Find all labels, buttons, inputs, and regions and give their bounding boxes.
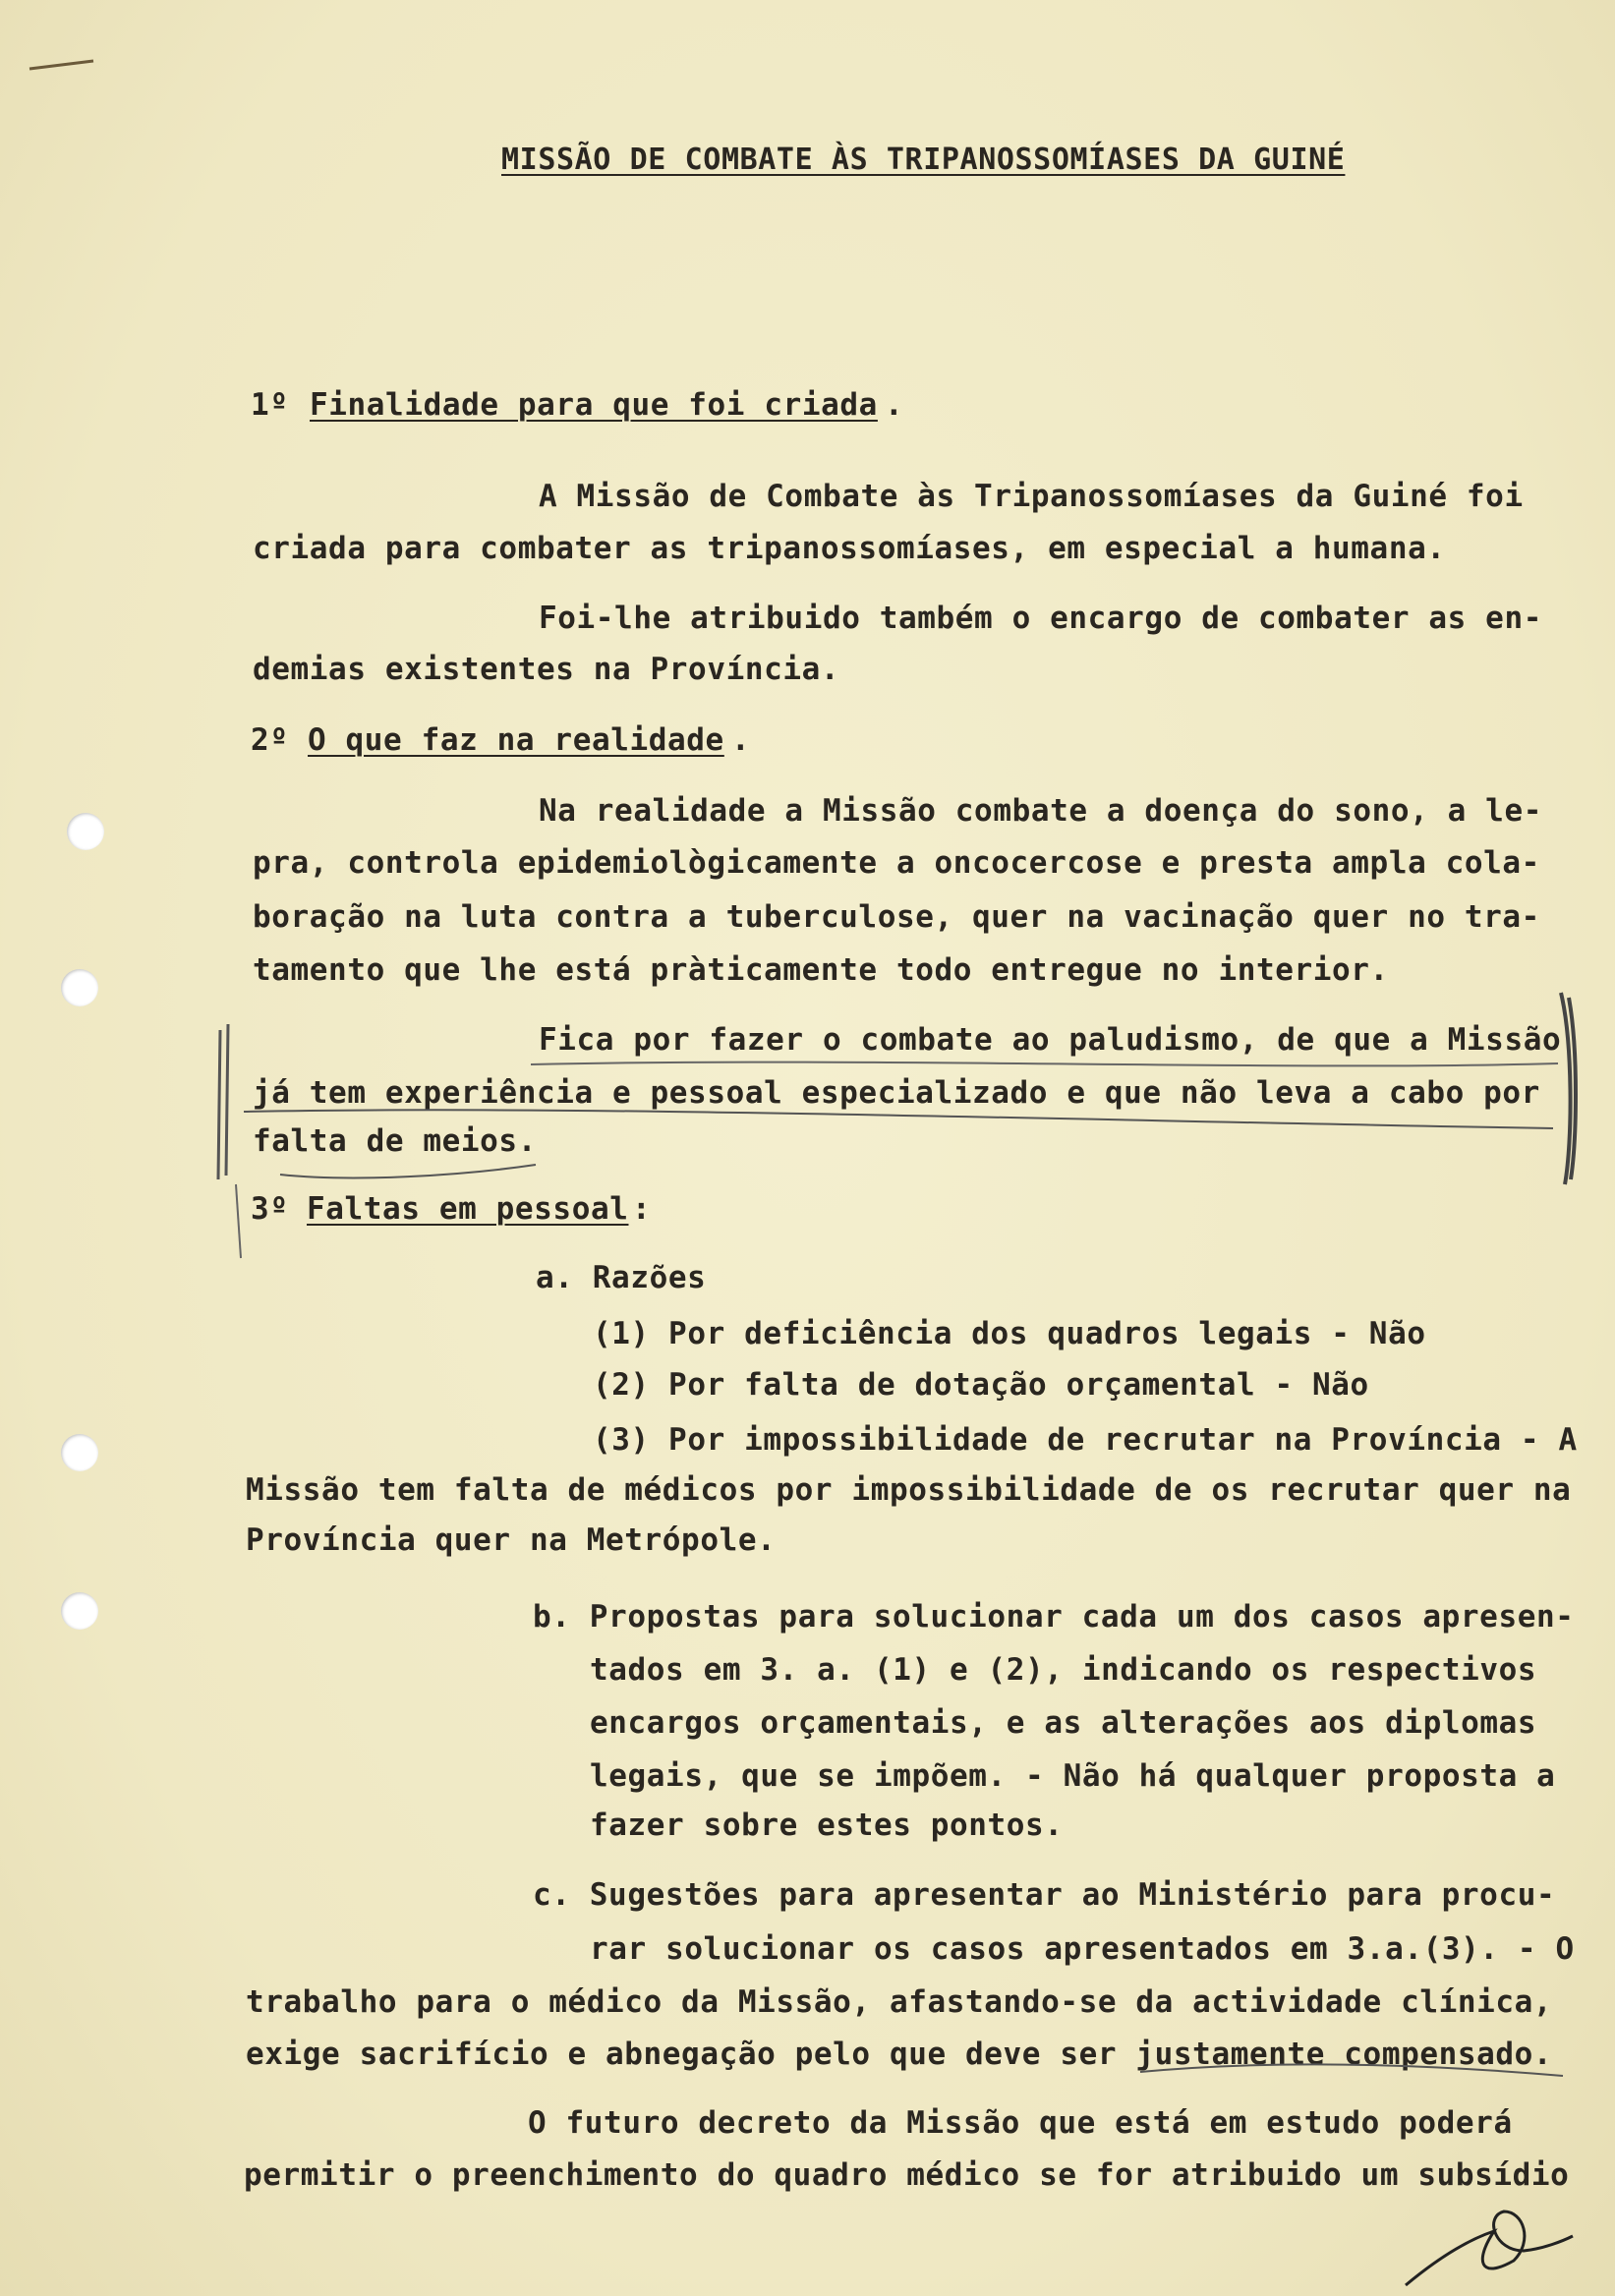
list-item: (1) Por deficiência dos quadros legais - Não (593, 1316, 1426, 1351)
section-2-number: 2º (251, 722, 289, 758)
paragraph-line: tados em 3. a. (1) e (2), indicando os respectivos (590, 1652, 1537, 1688)
paragraph-line: Na realidade a Missão combate a doença do sono, a le- (539, 793, 1542, 829)
paragraph-line: Fica por fazer o combate ao paludismo, de que a Missão (539, 1022, 1562, 1058)
section-2-heading-dot: . (731, 722, 751, 758)
section-1-number: 1º (251, 387, 289, 423)
paragraph-line: já tem experiência e pessoal especializado e que não leva a cabo por (253, 1075, 1540, 1111)
paragraph-line: boração na luta contra a tuberculose, quer na vacinação quer no tra- (253, 899, 1540, 935)
paragraph-line: trabalho para o médico da Missão, afastando-se da actividade clínica, (246, 1984, 1553, 2020)
paragraph-line: A Missão de Combate às Tripanossomíases da Guiné foi (539, 479, 1524, 514)
paper-mark (29, 61, 93, 69)
paragraph-line: permitir o preenchimento do quadro médico se for atribuido um subsídio (244, 2157, 1570, 2193)
paragraph-line: Foi-lhe atribuido também o encargo de combater as en- (539, 601, 1542, 636)
pencil-underline (244, 1110, 1553, 1128)
pencil-margin-line (236, 1184, 241, 1258)
paragraph-line: encargos orçamentais, e as alterações aos diplomas (590, 1705, 1537, 1741)
pencil-right-bracket (1561, 993, 1576, 1184)
subsection-a-heading: a. Razões (536, 1260, 707, 1295)
paragraph-line: criada para combater as tripanossomíases, em especial a humana. (253, 531, 1446, 566)
section-3-number: 3º (251, 1191, 289, 1227)
paragraph-line: fazer sobre estes pontos. (590, 1808, 1064, 1843)
section-1-heading-dot: . (885, 387, 904, 423)
paragraph-line: pra, controla epidemiològicamente a oncocercose e presta ampla cola- (253, 845, 1540, 881)
paragraph-line: Missão tem falta de médicos por impossibilidade de os recrutar quer na (246, 1472, 1572, 1508)
section-1-heading: Finalidade para que foi criada (310, 387, 878, 423)
list-item: (2) Por falta de dotação orçamental - Não (593, 1367, 1369, 1403)
paragraph-line: falta de meios. (253, 1123, 537, 1159)
signature (1406, 2211, 1573, 2285)
pencil-underline (1140, 2064, 1563, 2076)
pencil-margin-bracket (218, 1024, 228, 1179)
paragraph-line: demias existentes na Província. (253, 652, 840, 687)
section-2-heading: O que faz na realidade (308, 722, 724, 758)
paragraph-line: tamento que lhe está pràticamente todo entregue no interior. (253, 952, 1389, 988)
section-3-heading-colon: : (632, 1191, 652, 1227)
paragraph-line: legais, que se impõem. - Não há qualquer proposta a (590, 1758, 1556, 1794)
section-3-heading: Faltas em pessoal (307, 1191, 629, 1227)
pencil-underline (280, 1165, 536, 1177)
paragraph-line: exige sacrifício e abnegação pelo que deve ser justamente compensado. (246, 2037, 1553, 2072)
paragraph-line: rar solucionar os casos apresentados em 3.a.(3). - O (590, 1931, 1575, 1967)
paragraph-line: O futuro decreto da Missão que está em estudo poderá (528, 2105, 1513, 2141)
paragraph-line: b. Propostas para solucionar cada um dos casos apresen- (533, 1599, 1575, 1635)
list-item: (3) Por impossibilidade de recrutar na Província - A (593, 1422, 1578, 1458)
paragraph-line: c. Sugestões para apresentar ao Ministério para procu- (533, 1877, 1556, 1913)
pencil-underline (531, 1062, 1558, 1066)
document-title: MISSÃO DE COMBATE ÀS TRIPANOSSOMÍASES DA GUINÉ (501, 143, 1346, 177)
paragraph-line: Província quer na Metrópole. (246, 1522, 777, 1558)
